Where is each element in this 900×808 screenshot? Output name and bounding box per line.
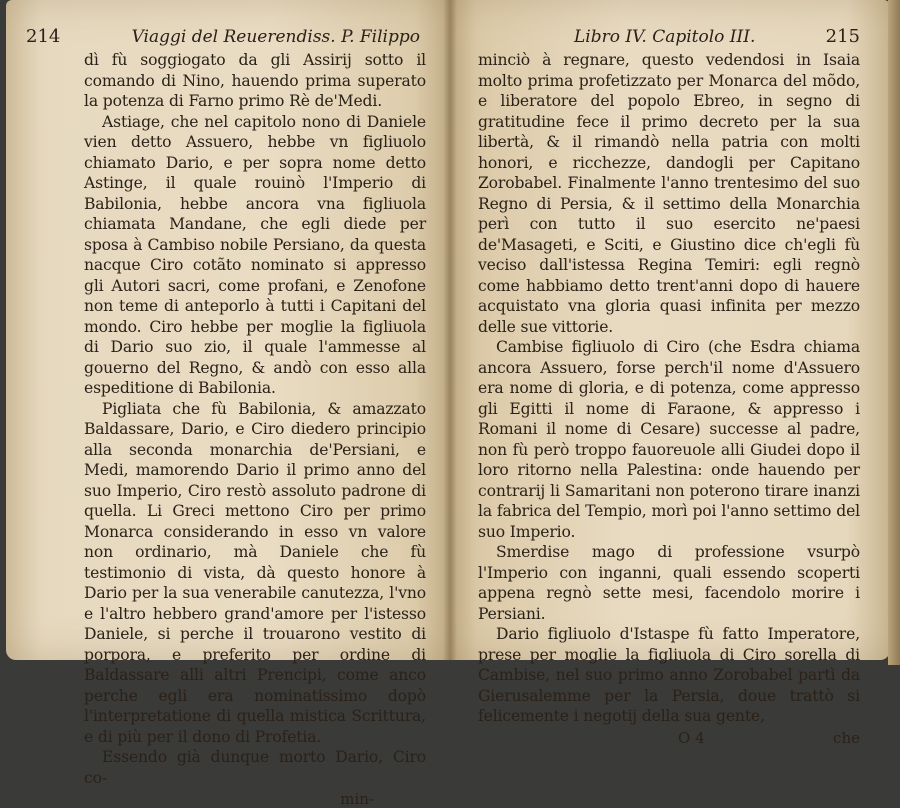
right-page (450, 0, 890, 747)
right-page-body (478, 50, 860, 727)
right-page-number: 215 (825, 26, 860, 47)
left-paragraph: Essendo già dunque morto Dario, Ciro co- (84, 748, 426, 787)
left-paragraph: Astiage, che nel capitolo nono di Daniele vien detto Assuero, hebbe vn figliuolo chiamato Dario, e per sopra nome detto Astinge, il quale rouinò l'Imperio di Babilonia, hebbe ancora vna figliuola chiamata Mandane, che egli diede per sposa à Cambiso nobile Persiano, da questa nacque Ciro cotãto nominato si appresso gli Autori sacri, come profani, e Zenofone non teme di anteporlo à tutti i Capitani del mondo. Ciro hebbe per moglie la figliuola di Dario suo zio, il quale l'ammesse al gouerno del Regno, & andò con esso alla espeditione di Babilonia. (84, 112, 426, 397)
right-running-title: Libro IV. Capitolo III. (574, 27, 756, 47)
left-running-title: Viaggi del Reuerendiss. P. Filippo (131, 27, 420, 47)
page-edges (888, 0, 900, 665)
left-page-number: 214 (26, 26, 61, 47)
right-paragraph: minciò à regnare, questo vedendosi in Isaia molto prima profetizzato per Monarca del mõdo, e liberatore del popolo Ebreo, in segno di gratitudine fece il primo decreto per la sua libertà, & il rimandò nella patria con molti honori, e ricchezze, dandogli per Capitano Zorobabel. Finalmente l'anno trentesimo del suo Regno di Persia, & il settimo della Monarchia perì con tutto il suo esercito ne'paesi de'Masageti, e Sciti, e Giustino dice ch'egli fù veciso dall'istessa Regina Temiri: egli regnò come habbiamo detto trent'anni dopo di hauere acquistato vna gloria quasi infinita per mezzo delle sue vittorie. (478, 51, 860, 336)
left-catchword: min- (340, 790, 374, 808)
left-page (6, 0, 450, 808)
left-page-body (84, 50, 426, 788)
right-catchword: che (833, 728, 860, 747)
right-paragraph: Smerdise mago di professione vsurpò l'Imperio con inganni, quali essendo scoperti appena regnò sette mesi, facendolo morire i Persiani. (478, 543, 860, 623)
right-page-foot (478, 729, 860, 747)
left-paragraph: dì fù soggiogato da gli Assirij sotto il comando di Nino, hauendo prima superato la potenza di Farno primo Rè de'Medi. (84, 51, 426, 110)
book-gutter (443, 0, 457, 660)
right-paragraph: Dario figliuolo d'Istaspe fù fatto Imperatore, prese per moglie la figliuola di Ciro sorella di Cambise, nel suo primo anno Zorobabel partì da Gierusalemme per la Persia, doue trattò si felicemente i negotij della sua gente, (478, 625, 860, 725)
right-running-head (478, 26, 860, 47)
left-paragraph: Pigliata che fù Babilonia, & amazzato Baldassare, Dario, e Ciro diedero principio alla seconda monarchia de'Persiani, e Medi, mamorendo Dario il primo anno del suo Imperio, Ciro restò assoluto padrone di quella. Li Greci mettono Ciro per primo Monarca considerando in esso vn valore non ordinario, mà Daniele che fù testimonio di vista, dà questo honore à Dario per la sua venerabile canutezza, l'vno e l'altro hebbero grand'amore per l'istesso Daniele, si perche il trouarono vestito di porpora, e preferito per ordine di Baldassare alli altri Prencipi, come anco perche egli era nominatissimo dopò l'interpretatione di quella mistica Scrittura, e di più per il dono di Profetia. (84, 399, 426, 746)
left-page-foot (84, 790, 426, 808)
signature-mark: O 4 (678, 728, 705, 747)
right-paragraph: Cambise figliuolo di Ciro (che Esdra chiama ancora Assuero, forse perch'il nome d'Assuero era nome di gloria, e di potenza, come appresso gli Egitti il nome di Faraone, & appresso i Romani il nome di Cesare) successe al padre, non fù però troppo fauoreuole alli Giudei dopo il loro ritorno nella Palestina: onde hauendo per contrarij li Samaritani non poterono tirare inanzi la fabrica del Tempio, morì poi l'anno settimo del suo Imperio. (478, 338, 860, 541)
left-running-head (26, 26, 426, 47)
